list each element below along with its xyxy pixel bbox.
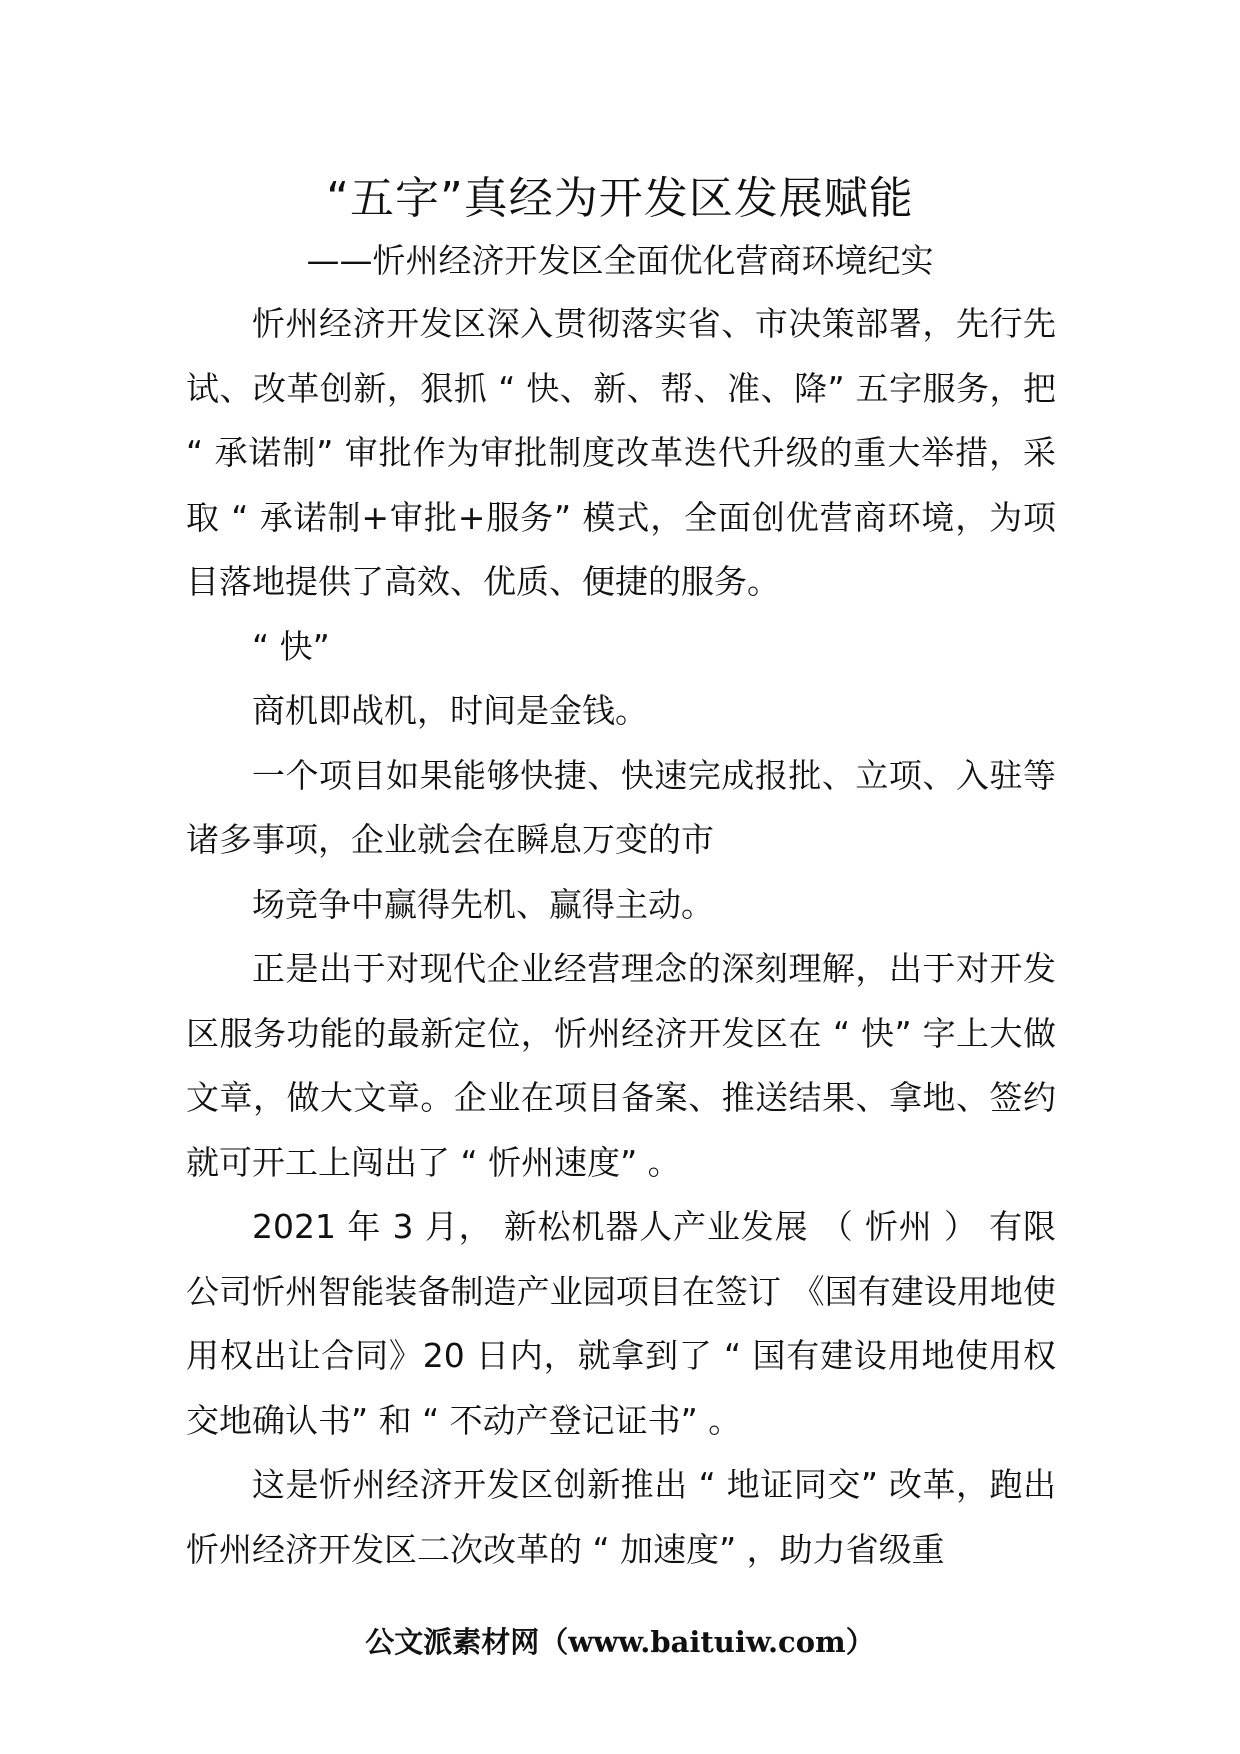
document-subtitle: ——忻州经济开发区全面优化营商环境纪实 bbox=[306, 241, 934, 280]
paragraph: 正是出于对现代企业经营理念的深刻理解，出于对开发区服务功能的最新定位，忻州经济开发区在 “ 快” 字上大做文章，做大文章。企业在项目备案、推送结果、拿地、签约就可开工上闯出了 “ 忻州速度” 。 bbox=[186, 949, 1056, 1182]
document-title: “五字”真经为开发区发展赋能 bbox=[326, 173, 914, 224]
paragraph: 2021 年 3 月， 新松机器人产业发展 （ 忻州 ） 有限公司忻州智能装备制造产业园项目在签订 《国有建设用地使用权出让合同》20 日内，就拿到了 “ 国有建设用地使用权交地确认书” 和 “ 不动产登记证书” 。 bbox=[186, 1207, 1056, 1440]
paragraph: 场竞争中赢得先机、赢得主动。 bbox=[252, 884, 714, 924]
paragraph: 商机即战机，时间是金钱。 bbox=[252, 691, 648, 730]
paragraph: 忻州经济开发区深入贯彻落实省、市决策部署，先行先试、改革创新，狠抓 “ 快、新、帮、准、降” 五字服务，把 “ 承诺制” 审批作为审批制度改革迭代升级的重大举措，采取 “ 承诺制+审批+服务” 模式，全面创优营商环境，为项目落地提供了高效、优质、便捷的服务。 bbox=[186, 304, 1056, 601]
paragraph: 这是忻州经济开发区创新推出 “ 地证同交” 改革，跑出忻州经济开发区二次改革的 “ 加速度” ，助力省级重 bbox=[186, 1465, 1056, 1569]
paragraph: “ 快” bbox=[252, 626, 330, 666]
document-body bbox=[186, 292, 1056, 1582]
footer-source: 公文派素材网（www.baituiw.com） bbox=[365, 1625, 875, 1659]
paragraph: 一个项目如果能够快捷、快速完成报批、立项、入驻等诸多事项，企业就会在瞬息万变的市 bbox=[186, 755, 1056, 859]
